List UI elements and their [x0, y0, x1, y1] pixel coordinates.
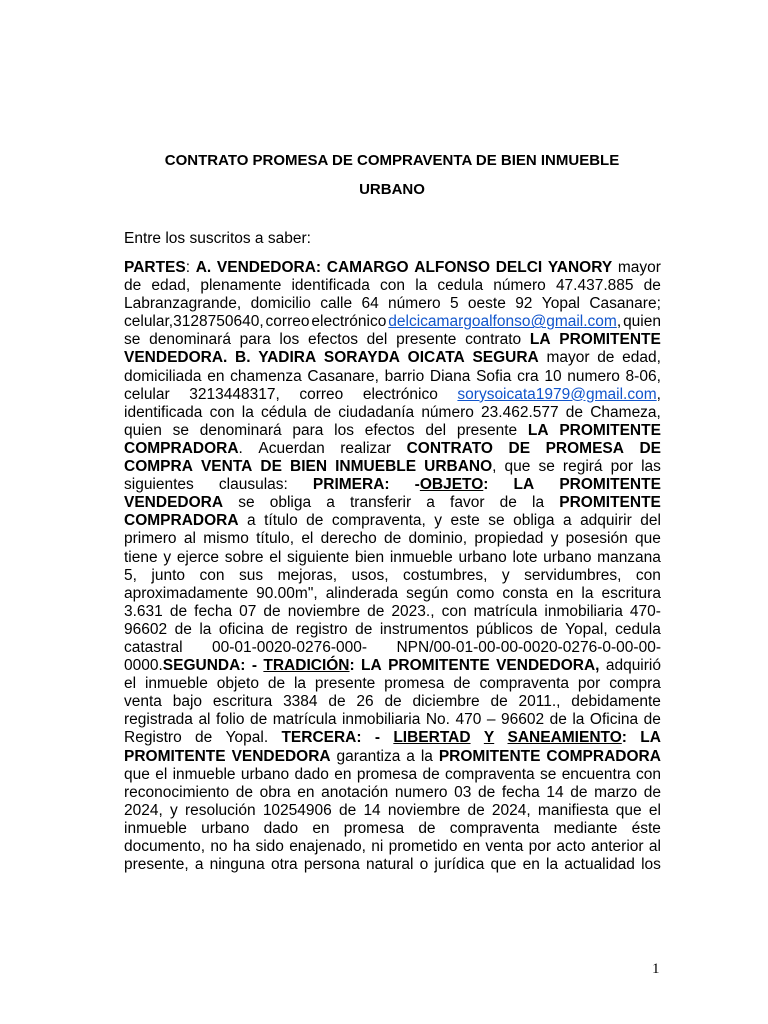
- body-line: presente, a ninguna otra persona natural o jurídica que en la actualidad los: [124, 856, 661, 874]
- body-line: Labranzagrande, domicilio calle 64 número 5 oeste 92 Yopal Casanare;: [124, 295, 661, 313]
- body-line: COMPRADORA a título de compraventa, y este se obliga a adquirir del: [124, 512, 661, 530]
- body-line: 3.631 de fecha 07 de noviembre de 2023., con matrícula inmobiliaria 470-: [124, 602, 661, 620]
- body-line: registrada al folio de matrícula inmobiliaria No. 470 – 96602 de la Oficina de: [124, 711, 661, 729]
- contract-body: [124, 259, 661, 874]
- page-number: 1: [652, 961, 660, 977]
- body-line: celular 3213448317, correo electrónico sorysoicata1979@gmail.com,: [124, 385, 661, 403]
- body-line: domiciliada en chamenza Casanare, barrio Diana Sofia cra 10 numero 8-06,: [124, 367, 661, 385]
- body-line: COMPRADORA. Acuerdan realizar CONTRATO DE PROMESA DE: [124, 439, 661, 457]
- body-line: se denominará para los efectos del presente contrato LA PROMITENTE: [124, 331, 661, 349]
- body-line: reconocimiento de obra en anotación numero 03 de fecha 14 de marzo de: [124, 783, 661, 801]
- body-line: de edad, plenamente identificada con la cedula número 47.437.885 de: [124, 277, 661, 295]
- body-line: Registro de Yopal. TERCERA: - LIBERTAD Y SANEAMIENTO: LA: [124, 729, 661, 747]
- body-line: venta bajo escritura 3384 de 26 de diciembre de 2011., debidamente: [124, 693, 661, 711]
- body-line: quien se denominará para los efectos del presente LA PROMITENTE: [124, 421, 661, 439]
- body-line: documento, no ha sido enajenado, ni prometido en venta por acto anterior al: [124, 838, 661, 855]
- body-line: catastral 00-01-0020-0276-000- NPN/00-01-00-00-0020-0276-0-00-00-: [124, 638, 661, 656]
- body-line: el inmueble objeto de la presente promesa de compraventa por compra: [124, 675, 661, 693]
- body-line: identificada con la cédula de ciudadanía número 23.462.577 de Chameza,: [124, 403, 661, 421]
- body-line: PARTES: A. VENDEDORA: CAMARGO ALFONSO DELCI YANORY mayor: [124, 259, 661, 276]
- body-line: tiene y ejerce sobre el siguiente bien inmueble urbano lote urbano manzana: [124, 548, 661, 566]
- body-line: siguientes clausulas: PRIMERA: -OBJETO: LA PROMITENTE: [124, 476, 661, 494]
- intro-text: Entre los suscritos a saber:: [124, 230, 311, 247]
- email-link[interactable]: sorysoicata1979@gmail.com: [457, 385, 657, 403]
- document-title: [124, 146, 660, 204]
- body-line: COMPRA VENTA DE BIEN INMUEBLE URBANO, que se regirá por las: [124, 458, 661, 476]
- body-line: celular,3128750640, correo electrónico delcicamargoalfonso@gmail.com, quien: [124, 313, 661, 331]
- body-line: VENDEDORA. B. YADIRA SORAYDA OICATA SEGURA mayor de edad,: [124, 349, 661, 367]
- title-line-1: CONTRATO PROMESA DE COMPRAVENTA DE BIEN INMUEBLE: [164, 152, 620, 169]
- body-line: VENDEDORA se obliga a transferir a favor de la PROMITENTE: [124, 494, 661, 512]
- body-line: que el inmueble urbano dado en promesa de compraventa se encuentra con: [124, 765, 661, 783]
- email-link[interactable]: delcicamargoalfonso@gmail.com: [388, 313, 617, 331]
- body-line: aproximadamente 90.00m", alinderada según como consta en la escritura: [124, 584, 661, 602]
- body-line: 96602 de la oficina de registro de instrumentos públicos de Yopal, cedula: [124, 620, 661, 638]
- body-line: inmueble urbano dado en promesa de compraventa mediante éste: [124, 819, 661, 837]
- body-line: 2024, y resolución 10254906 de 14 noviembre de 2024, manifiesta que el: [124, 801, 661, 819]
- title-line-2: URBANO: [359, 181, 425, 198]
- body-line: 5, junto con sus mejoras, usos, costumbres, y servidumbres, con: [124, 566, 661, 584]
- body-line: 0000.SEGUNDA: - TRADICIÓN: LA PROMITENTE VENDEDORA, adquirió: [124, 657, 661, 675]
- body-line: PROMITENTE VENDEDORA garantiza a la PROMITENTE COMPRADORA: [124, 747, 661, 765]
- body-line: primero al mismo título, el derecho de dominio, propiedad y posesión que: [124, 530, 661, 548]
